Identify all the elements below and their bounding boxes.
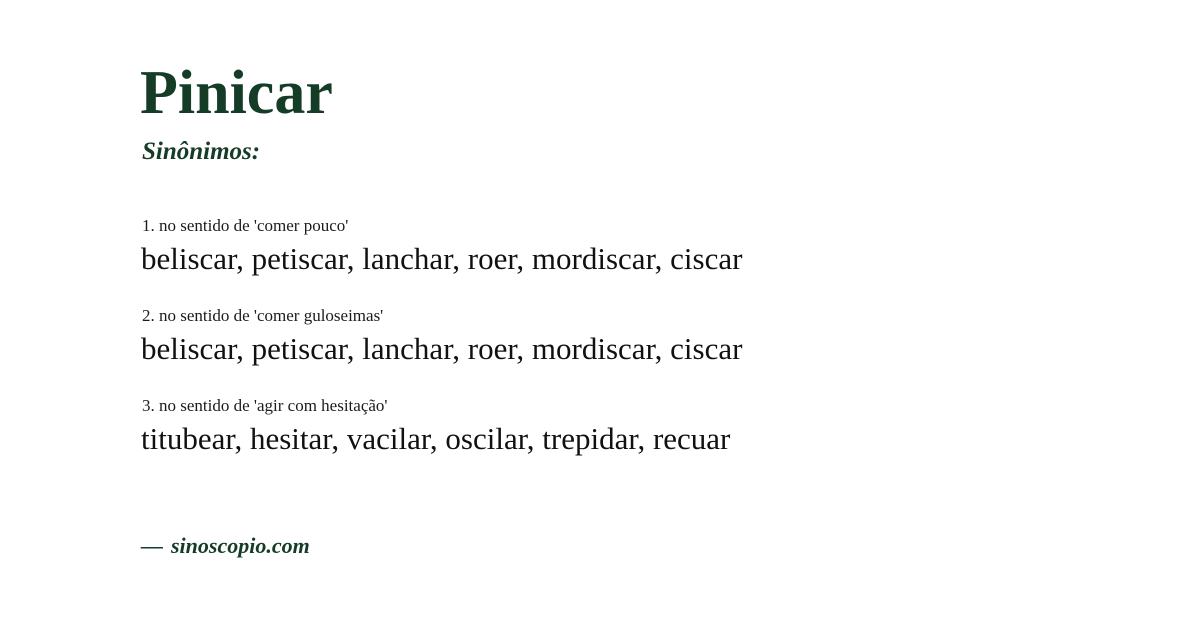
source-attribution [141,533,310,559]
sense-synonyms: titubear, hesitar, vacilar, oscilar, trepidar, recuar [141,421,731,457]
sense-label: 3. no sentido de 'agir com hesitação' [142,396,388,416]
list-item [140,215,1200,280]
page-title: Pinicar [140,59,333,127]
section-subtitle: Sinônimos: [142,138,261,166]
list-item [140,395,1200,460]
sense-label: 2. no sentido de 'comer guloseimas' [142,306,384,326]
synonym-list [140,215,1200,460]
sense-synonyms: beliscar, petiscar, lanchar, roer, mordiscar, ciscar [141,241,743,277]
sense-synonyms: beliscar, petiscar, lanchar, roer, mordiscar, ciscar [141,331,743,367]
source-name: sinoscopio.com [171,533,310,558]
sense-label: 1. no sentido de 'comer pouco' [142,216,349,236]
list-item [140,305,1200,370]
em-dash: — [141,533,163,558]
